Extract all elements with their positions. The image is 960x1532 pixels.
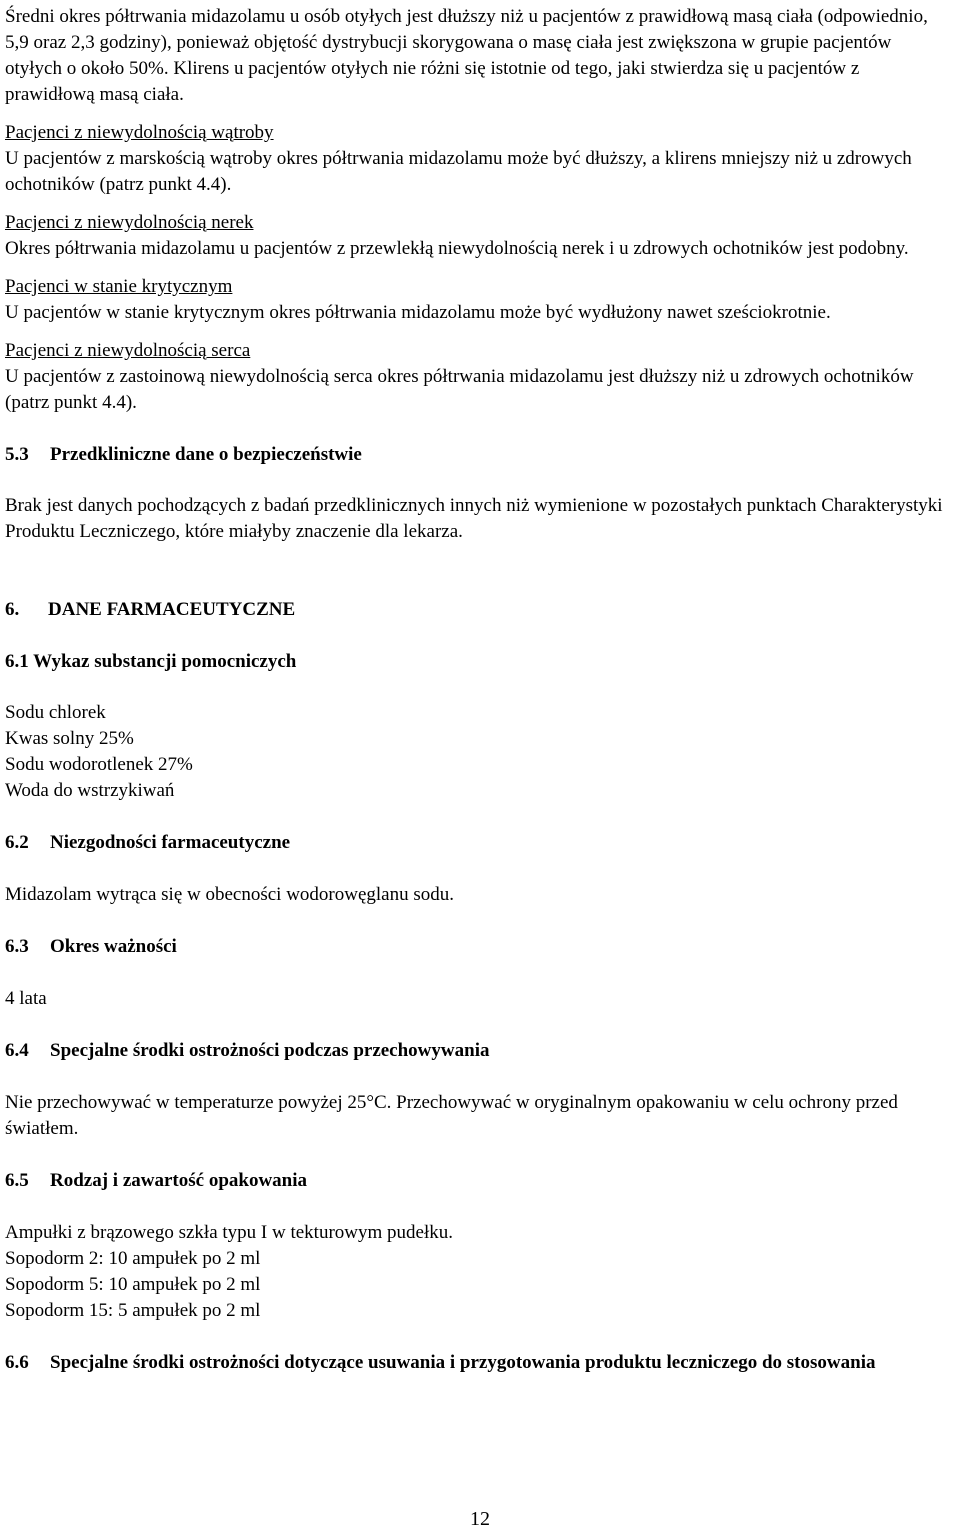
page-number: 12 [470,1508,490,1530]
section-6-heading [5,597,950,623]
section-6-3-number: 6.3 [5,936,29,957]
critical-heading: Pacjenci w stanie krytycznym [5,276,233,297]
section-6-3-paragraph: 4 lata [5,988,47,1009]
section-6-6-title: Specjalne środki ostrożności dotyczące usuwania i przygotowania produktu leczniczego do stosowania [50,1352,876,1373]
critical-paragraph: U pacjentów w stanie krytycznym okres półtrwania midazolamu może być wydłużony nawet sześciokrotnie. [5,302,831,323]
section-6-5-title: Rodzaj i zawartość opakowania [50,1170,308,1191]
section-6-4-number: 6.4 [5,1040,29,1061]
section-5-3-number: 5.3 [5,444,29,465]
section-6-4-heading [5,1038,950,1064]
section-6-5-heading [5,1168,950,1194]
list-item: Sodu chlorek [5,702,106,723]
section-5-3-heading [5,442,950,468]
section-6-4-paragraph: Nie przechowywać w temperaturze powyżej 25°C. Przechowywać w oryginalnym opakowaniu w celu ochrony przed światłem. [5,1092,898,1139]
section-6-1-heading [5,649,950,675]
kidney-heading: Pacjenci z niewydolnością nerek [5,212,254,233]
section-6-number: 6. [5,599,20,620]
heart-paragraph: U pacjentów z zastoinową niewydolnością serca okres półtrwania midazolamu jest dłuższy niż u zdrowych ochotników (patrz punkt 4.4). [5,366,914,413]
section-6-6-heading [5,1350,950,1376]
excipients-list [5,700,950,804]
section-6-1-title: Wykaz substancji pomocniczych [33,651,297,672]
kidney-paragraph: Okres półtrwania midazolamu u pacjentów z przewlekłą niewydolnością nerek i u zdrowych ochotników jest podobny. [5,238,909,259]
list-item: Kwas solny 25% [5,728,134,749]
section-6-title: DANE FARMACEUTYCZNE [48,599,296,620]
section-6-2-number: 6.2 [5,832,29,853]
document-page [5,0,950,1376]
list-item: Sopodorm 15: 5 ampułek po 2 ml [5,1300,261,1321]
obese-paragraph: Średni okres półtrwania midazolamu u osób otyłych jest dłuższy niż u pacjentów z prawidłową masą ciała (odpowiednio, 5,9 oraz 2,3 godziny), ponieważ objętość dystrybucji skorygowana o masę ciała jest zwiększona w grupie pacjentów otyłych o około 50%. Klirens u pacjentów otyłych nie różni się istotnie od tego, jaki stwierdza się u pacjentów z prawidłową masą ciała. [5,6,928,105]
list-item: Sopodorm 2: 10 ampułek po 2 ml [5,1248,261,1269]
list-item: Sodu wodorotlenek 27% [5,754,193,775]
section-6-2-heading [5,830,950,856]
list-item: Sopodorm 5: 10 ampułek po 2 ml [5,1274,261,1295]
section-6-3-title: Okres ważności [50,936,177,957]
section-5-3-title: Przedkliniczne dane o bezpieczeństwie [50,444,362,465]
liver-heading: Pacjenci z niewydolnością wątroby [5,122,274,143]
list-item: Woda do wstrzykiwań [5,780,175,801]
liver-paragraph: U pacjentów z marskością wątroby okres półtrwania midazolamu może być dłuższy, a klirens mniejszy niż u zdrowych ochotników (patrz punkt 4.4). [5,148,912,195]
section-6-4-title: Specjalne środki ostrożności podczas przechowywania [50,1040,490,1061]
packaging-list [5,1220,950,1324]
section-6-6-number: 6.6 [5,1352,29,1373]
section-6-3-heading [5,934,950,960]
section-6-2-paragraph: Midazolam wytrąca się w obecności wodorowęglanu sodu. [5,884,455,905]
section-5-3-paragraph: Brak jest danych pochodzących z badań przedklinicznych innych niż wymienione w pozostałych punktach Charakterystyki Produktu Leczniczego, które miałyby znaczenie dla lekarza. [5,495,943,542]
section-6-1-number: 6.1 [5,651,29,672]
section-6-5-number: 6.5 [5,1170,29,1191]
heart-heading: Pacjenci z niewydolnością serca [5,340,251,361]
section-6-2-title: Niezgodności farmaceutyczne [50,832,291,853]
list-item: Ampułki z brązowego szkła typu I w tekturowym pudełku. [5,1222,453,1243]
